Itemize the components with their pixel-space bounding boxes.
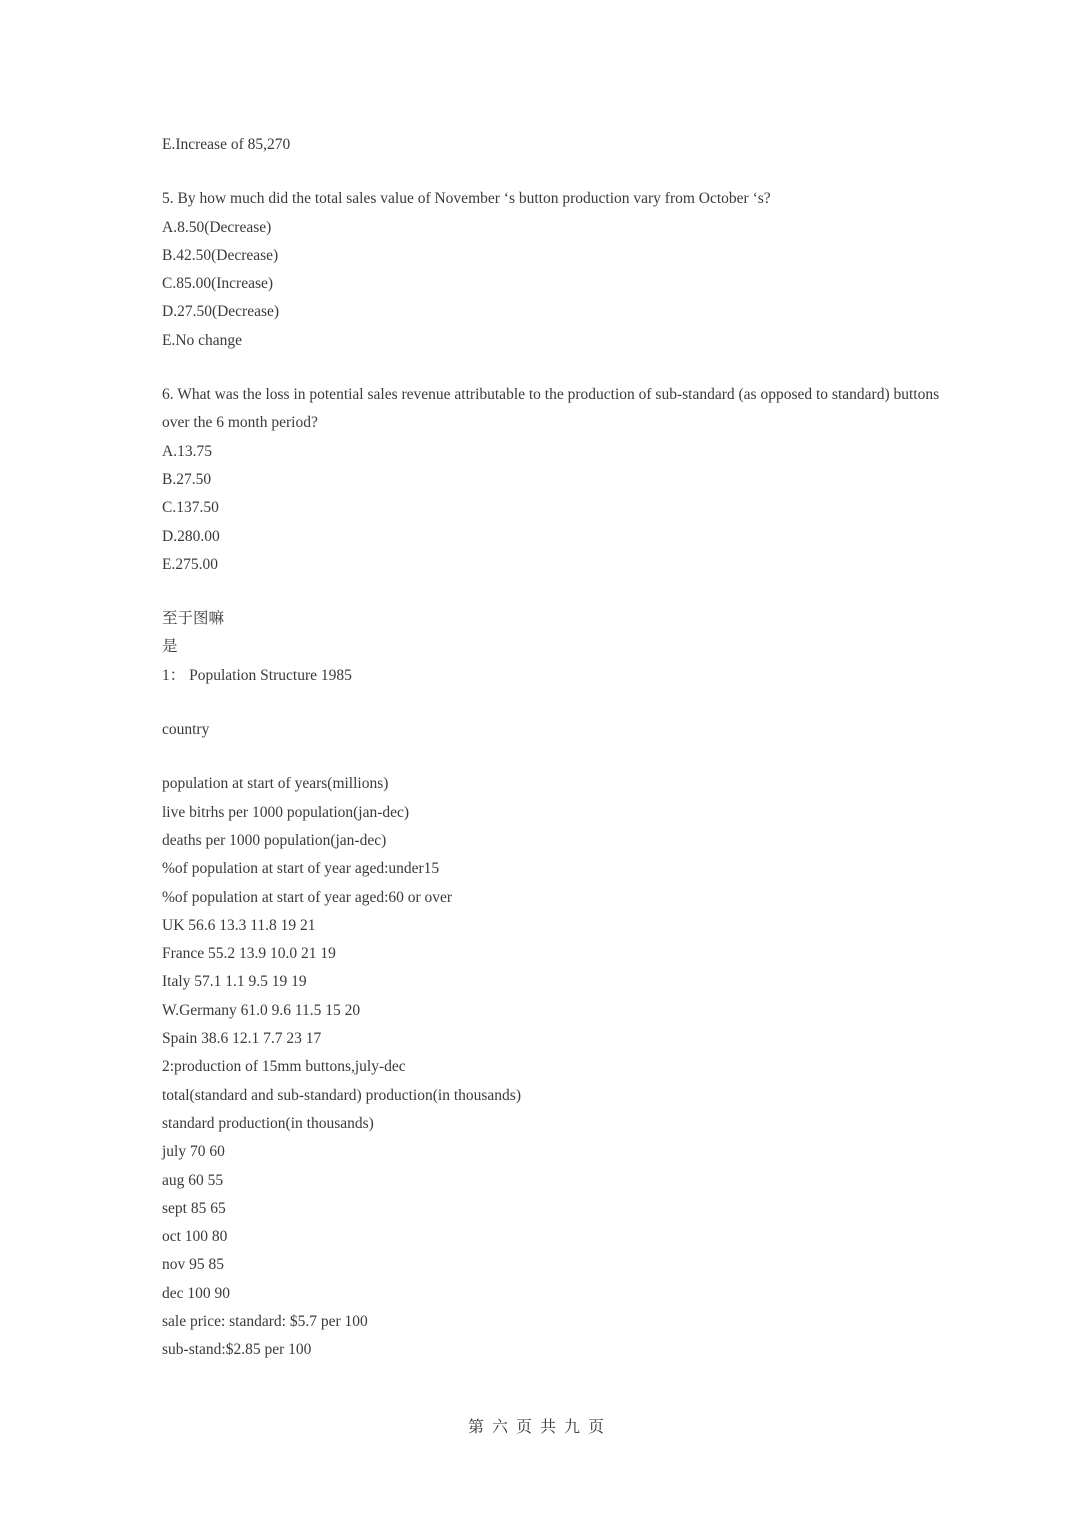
table1-header: %of population at start of year aged:60 or over: [162, 888, 453, 906]
table1-header: population at start of years(millions): [162, 775, 389, 793]
spacer: [162, 690, 942, 716]
figures-intro-line1: 至于图嘛: [162, 610, 225, 628]
q5-option-e: E.No change: [162, 331, 243, 349]
table1-header: live bitrhs per 1000 population(jan-dec): [162, 803, 410, 821]
q5-option-b: B.42.50(Decrease): [162, 246, 279, 264]
q4-option-e: E.Increase of 85,270: [162, 136, 291, 153]
table1-row-italy: Italy 57.1 1.1 9.5 19 19: [162, 973, 307, 991]
q6-option-d: D.280.00: [162, 527, 220, 545]
table2-header: standard production(in thousands): [162, 1114, 374, 1132]
table2-price-standard: sale price: standard: $5.7 per 100: [162, 1312, 368, 1330]
q6-option-b: B.27.50: [162, 470, 212, 488]
table2-title: 2:production of 15mm buttons,july-dec: [162, 1058, 406, 1076]
table2-price-sub: sub-stand:$2.85 per 100: [162, 1341, 312, 1359]
q5-option-a: A.8.50(Decrease): [162, 218, 272, 236]
table1-header: deaths per 1000 population(jan-dec): [162, 831, 387, 849]
q6-option-c: C.137.50: [162, 499, 219, 517]
table1-row-spain: Spain 38.6 12.1 7.7 23 17: [162, 1030, 322, 1048]
table1-country-label: country: [162, 721, 210, 739]
table1-row-w-germany: W.Germany 61.0 9.6 11.5 15 20: [162, 1001, 361, 1019]
table1-row-france: France 55.2 13.9 10.0 21 19: [162, 945, 336, 963]
document-body: [162, 131, 942, 1365]
spacer: [162, 355, 942, 381]
q5-text: 5. By how much did the total sales value of November ‘s button production vary from October ‘s?: [162, 190, 771, 208]
spacer: [162, 744, 942, 770]
page-number-footer: 第六页共九页: [467, 1417, 612, 1436]
table2-row-nov: nov 95 85: [162, 1256, 224, 1274]
table2-row-oct: oct 100 80: [162, 1228, 228, 1246]
q6-text: 6. What was the loss in potential sales revenue attributable to the production of sub-standard (as opposed to standard) buttons over the 6 month period?: [162, 386, 940, 432]
table1-header: %of population at start of year aged:under15: [162, 860, 440, 878]
figures-intro-line2: 是: [162, 638, 178, 656]
table2-row-july: july 70 60: [162, 1143, 225, 1161]
table2-row-aug: aug 60 55: [162, 1171, 224, 1189]
table1-title: 1： Population Structure 1985: [162, 666, 352, 684]
spacer: [162, 159, 942, 185]
q5-option-d: D.27.50(Decrease): [162, 303, 280, 321]
table2-header: total(standard and sub-standard) production(in thousands): [162, 1086, 521, 1104]
table2-row-sept: sept 85 65: [162, 1199, 226, 1217]
q6-option-e: E.275.00: [162, 555, 218, 573]
spacer: [162, 579, 942, 605]
q6-option-a: A.13.75: [162, 442, 212, 460]
table1-row-uk: UK 56.6 13.3 11.8 19 21: [162, 916, 316, 934]
table2-row-dec: dec 100 90: [162, 1284, 231, 1302]
q5-option-c: C.85.00(Increase): [162, 275, 274, 293]
